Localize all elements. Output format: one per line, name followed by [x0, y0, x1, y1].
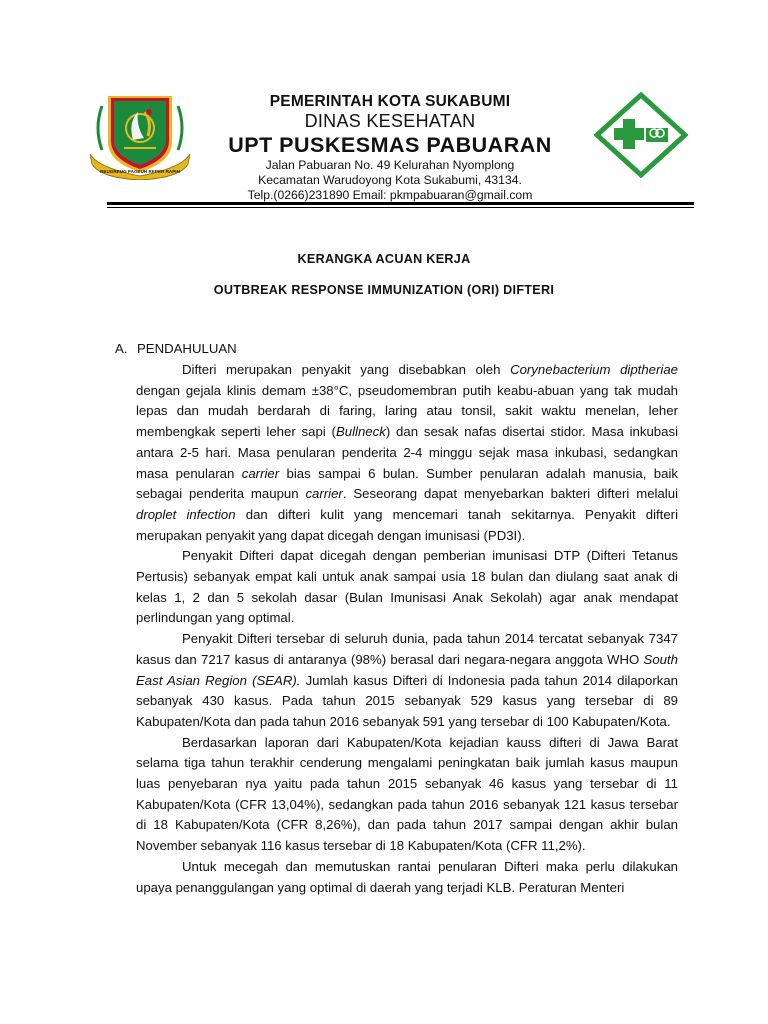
paragraph-2: Penyakit Difteri dapat dicegah dengan pemberian imunisasi DTP (Difteri Tetanus Pertusis) sebanyak empat kali untuk anak sampai usia 18 bulan dan diulang saat anak di kelas 1, 2 dan 5 sekolah dasar (Bulan Imunisasi Anak Sekolah) agar anak mendapat perlindungan yang optimal. — [136, 548, 678, 626]
paragraph-5: Untuk mecegah dan memutuskan rantai penularan Difteri maka perlu dilakukan upaya penanggulangan yang optimal di daerah yang terjadi KLB. Peraturan Menteri — [136, 858, 678, 895]
address-line-2: Kecamatan Warudoyong Kota Sukabumi, 43134. — [258, 173, 522, 187]
government-name: PEMERINTAH KOTA SUKABUMI — [269, 93, 511, 110]
paragraph-1: Difteri merupakan penyakit yang disebabkan oleh Corynebacterium diptheriae dengan gejala klinis demam ±38°C, pseudomembran putih keabu-abuan yang tak mudah lepas dan mudah berdarah di faring, laring atau tonsil, sakit waktu menelan, leher membengkak seperti leher sapi (Bullneck) dan sesak nafas disertai stidor. Masa inkubasi antara 2-5 hari. Masa penularan penderita 2-4 minggu sejak masa inkubasi, sedangkan masa penularan carrier bias sampai 6 bulan. Sumber penularan adalah manusia, baik sebagai penderita maupun carrier. Seseorang dapat menyebarkan bakteri difteri melalui droplet infection dan difteri kulit yang mencemari tanah sekitarnya. Penyakit difteri merupakan penyakit yang dapat dicegah dengan imunisasi (PD3I). — [136, 362, 679, 543]
section-heading — [115, 341, 237, 357]
section-title: PENDAHULUAN — [137, 341, 237, 356]
sukabumi-city-emblem-icon — [88, 92, 192, 180]
letterhead-text — [200, 92, 580, 203]
address-line-1: Jalan Pabuaran No. 49 Kelurahan Nyomplong — [265, 158, 515, 172]
paragraph-3: Penyakit Difteri tersebar di seluruh dunia, pada tahun 2014 tercatat sebanyak 7347 kasus dan 7217 kasus di antaranya (98%) berasal dari negara-negara anggota WHO South East Asian Region (SEAR). Jumlah kasus Difteri di Indonesia pada tahun 2014 dilaporkan sebanyak 430 kasus. Pada tahun 2015 sebanyak 529 kasus yang tersebar di 89 Kabupaten/Kota dan pada tahun 2016 sebanyak 591 yang tersebar di 100 Kabupaten/Kota. — [136, 631, 679, 729]
unit-name: UPT PUSKESMAS PABUARAN — [228, 133, 552, 157]
department-name: DINAS KESEHATAN — [304, 111, 476, 131]
letterhead-rule-thick — [107, 202, 694, 205]
letterhead — [0, 0, 768, 210]
section-number: A. — [115, 341, 128, 356]
contact-line: Telp.(0266)231890 Email: pkmpabuaran@gmail.com — [247, 188, 533, 202]
section-body — [136, 360, 678, 898]
paragraph-4: Berdasarkan laporan dari Kabupaten/Kota kejadian kauss difteri di Jawa Barat selama tiga tahun terakhir cenderung mengalami peningkatan baik jumlah kasus maupun luas penyebaran nya yaitu pada tahun 2015 sebanyak 46 kasus yang tersebar di 11 Kabupaten/Kota (CFR 13,04%), sedangkan pada tahun 2016 sebanyak 121 kasus tersebar di 18 Kabupaten/Kota (CFR 8,26%), dan pada tahun 2017 sampai dengan akhir bulan November sebanyak 116 kasus tersebar di 18 Kabupaten/Kota (CFR 11,2%). — [136, 734, 678, 854]
emblem-motto: REUGREUG PAGEUH REPEH RAPIH — [100, 169, 180, 174]
document-title: KERANGKA ACUAN KERJA — [297, 252, 471, 266]
puskesmas-logo-icon — [594, 92, 688, 178]
letterhead-rule-thin — [107, 207, 694, 208]
document-subtitle: OUTBREAK RESPONSE IMMUNIZATION (ORI) DIFTERI — [213, 283, 555, 297]
